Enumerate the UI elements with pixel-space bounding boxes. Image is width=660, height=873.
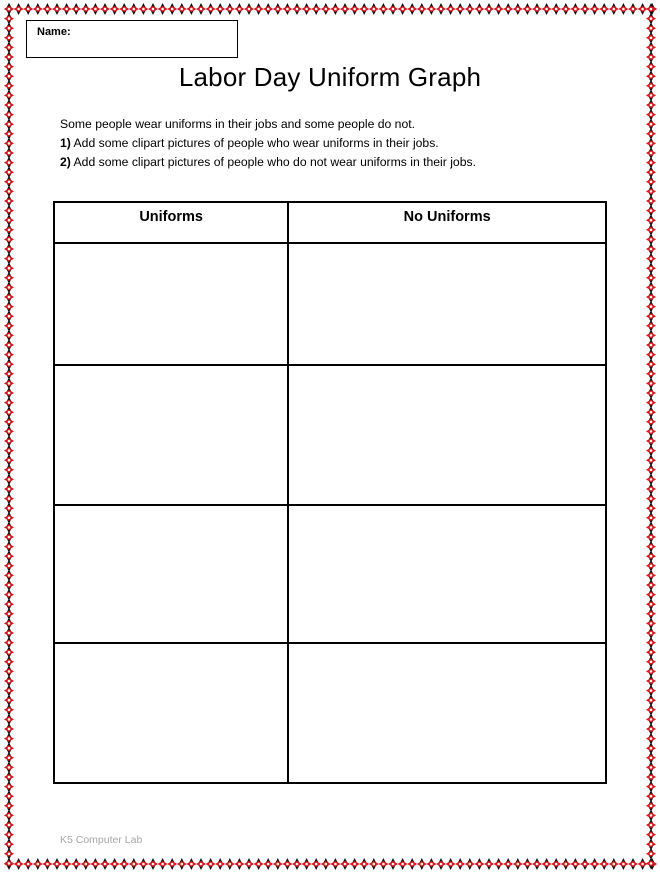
star-diamond-icon [273,3,283,15]
star-diamond-icon [378,3,388,15]
star-diamond-icon [532,858,542,870]
star-diamond-icon [100,858,110,870]
table-row [54,365,606,505]
step-1-text: Add some clipart pictures of people who wear uniforms in their jobs. [70,136,439,150]
star-diamond-icon [273,858,283,870]
star-diamond-icon [129,3,139,15]
decorative-border-left [2,2,16,871]
star-diamond-icon [407,3,417,15]
star-diamond-icon [282,858,292,870]
star-diamond-icon [436,3,446,15]
star-diamond-icon [542,858,552,870]
decorative-border-right [644,2,658,871]
star-diamond-icon [503,858,513,870]
star-diamond-icon [628,858,638,870]
table-row [54,505,606,644]
star-diamond-icon [532,3,542,15]
star-diamond-icon [177,858,187,870]
star-diamond-icon [186,858,196,870]
star-diamond-icon [388,858,398,870]
star-diamond-icon [158,3,168,15]
star-diamond-icon [474,858,484,870]
star-diamond-icon [311,858,321,870]
star-diamond-icon [62,3,72,15]
step-2-text: Add some clipart pictures of people who do not wear uniforms in their jobs. [70,155,476,169]
star-diamond-icon [196,3,206,15]
star-diamond-icon [436,858,446,870]
star-diamond-icon [455,3,465,15]
star-diamond-icon [177,3,187,15]
star-diamond-icon [138,858,148,870]
table-row [54,243,606,365]
star-diamond-icon [551,858,561,870]
star-diamond-icon [186,3,196,15]
star-diamond-icon [446,3,456,15]
star-diamond-icon [522,3,532,15]
star-diamond-icon [100,3,110,15]
star-diamond-icon [503,3,513,15]
star-diamond-icon [494,3,504,15]
decorative-border-bottom [2,857,658,871]
star-diamond-icon [561,3,571,15]
star-diamond-icon [321,858,331,870]
star-diamond-icon [23,3,33,15]
star-diamond-icon [167,3,177,15]
star-diamond-icon [167,858,177,870]
star-diamond-icon [340,858,350,870]
star-diamond-icon [484,858,494,870]
star-diamond-icon [407,858,417,870]
star-diamond-icon [148,858,158,870]
star-diamond-icon [350,3,360,15]
star-diamond-icon [618,3,628,15]
star-diamond-icon [71,858,81,870]
star-diamond-icon [359,858,369,870]
star-diamond-icon [494,858,504,870]
star-diamond-icon [628,3,638,15]
star-diamond-icon [609,858,619,870]
no-uniforms-cell[interactable] [288,643,606,783]
star-diamond-icon [340,3,350,15]
star-diamond-icon [292,3,302,15]
star-diamond-icon [646,857,656,869]
star-diamond-icon [158,858,168,870]
star-diamond-icon [302,3,312,15]
uniforms-cell[interactable] [54,505,288,644]
star-diamond-icon [551,3,561,15]
star-diamond-icon [570,3,580,15]
star-diamond-icon [119,858,129,870]
star-diamond-icon [119,3,129,15]
star-diamond-icon [455,858,465,870]
page-title: Labor Day Uniform Graph [178,62,482,92]
star-diamond-icon [599,3,609,15]
table-row [54,643,606,783]
star-diamond-icon [465,858,475,870]
uniform-graph-table [53,201,607,784]
star-diamond-icon [388,3,398,15]
star-diamond-icon [234,3,244,15]
star-diamond-icon [81,858,91,870]
star-diamond-icon [90,858,100,870]
star-diamond-icon [110,858,120,870]
star-diamond-icon [417,3,427,15]
star-diamond-icon [234,858,244,870]
star-diamond-icon [398,858,408,870]
uniforms-cell[interactable] [54,243,288,365]
star-diamond-icon [350,858,360,870]
star-diamond-icon [225,3,235,15]
star-diamond-icon [570,858,580,870]
star-diamond-icon [359,3,369,15]
star-diamond-icon [484,3,494,15]
step-1-number: 1) [60,136,71,150]
column-header-uniforms: Uniforms [54,202,288,243]
footer-credit: K5 Computer Lab [60,834,143,846]
star-diamond-icon [23,858,33,870]
star-diamond-icon [129,858,139,870]
star-diamond-icon [244,858,254,870]
star-diamond-icon [590,3,600,15]
star-diamond-icon [474,3,484,15]
star-diamond-icon [321,3,331,15]
star-diamond-icon [426,858,436,870]
star-diamond-icon [244,3,254,15]
star-diamond-icon [138,3,148,15]
instruction-intro: Some people wear uniforms in their jobs and some people do not. [60,117,416,131]
star-diamond-icon [42,858,52,870]
star-diamond-icon [282,3,292,15]
star-diamond-icon [4,857,14,869]
star-diamond-icon [311,3,321,15]
uniforms-cell[interactable] [54,365,288,505]
star-diamond-icon [263,3,273,15]
star-diamond-icon [609,3,619,15]
star-diamond-icon [330,3,340,15]
instruction-step-1 [60,134,476,153]
star-diamond-icon [52,858,62,870]
star-diamond-icon [90,3,100,15]
star-diamond-icon [215,858,225,870]
star-diamond-icon [618,858,628,870]
table-header-row [54,202,606,243]
star-diamond-icon [426,3,436,15]
star-diamond-icon [378,858,388,870]
star-diamond-icon [206,858,216,870]
column-header-no-uniforms: No Uniforms [288,202,606,243]
star-diamond-icon [110,3,120,15]
star-diamond-icon [33,3,43,15]
step-2-number: 2) [60,155,71,169]
star-diamond-icon [302,858,312,870]
star-diamond-icon [254,858,264,870]
star-diamond-icon [330,858,340,870]
star-diamond-icon [446,858,456,870]
star-diamond-icon [465,3,475,15]
instructions [60,115,476,172]
name-field[interactable] [26,20,238,58]
star-diamond-icon [369,858,379,870]
star-diamond-icon [369,3,379,15]
star-diamond-icon [590,858,600,870]
star-diamond-icon [254,3,264,15]
star-diamond-icon [580,858,590,870]
star-diamond-icon [580,3,590,15]
star-diamond-icon [81,3,91,15]
star-diamond-icon [542,3,552,15]
star-diamond-icon [42,3,52,15]
star-diamond-icon [513,3,523,15]
star-diamond-icon [599,858,609,870]
no-uniforms-cell[interactable] [288,505,606,644]
star-diamond-icon [148,3,158,15]
star-diamond-icon [33,858,43,870]
name-label: Name: [37,26,71,38]
decorative-border-top [2,2,658,16]
star-diamond-icon [398,3,408,15]
instruction-step-2 [60,153,476,172]
star-diamond-icon [522,858,532,870]
star-diamond-icon [263,858,273,870]
no-uniforms-cell[interactable] [288,365,606,505]
star-diamond-icon [225,858,235,870]
star-diamond-icon [52,3,62,15]
star-diamond-icon [62,858,72,870]
star-diamond-icon [196,858,206,870]
star-diamond-icon [292,858,302,870]
no-uniforms-cell[interactable] [288,243,606,365]
star-diamond-icon [206,3,216,15]
star-diamond-icon [513,858,523,870]
star-diamond-icon [561,858,571,870]
uniforms-cell[interactable] [54,643,288,783]
star-diamond-icon [215,3,225,15]
star-diamond-icon [417,858,427,870]
star-diamond-icon [71,3,81,15]
